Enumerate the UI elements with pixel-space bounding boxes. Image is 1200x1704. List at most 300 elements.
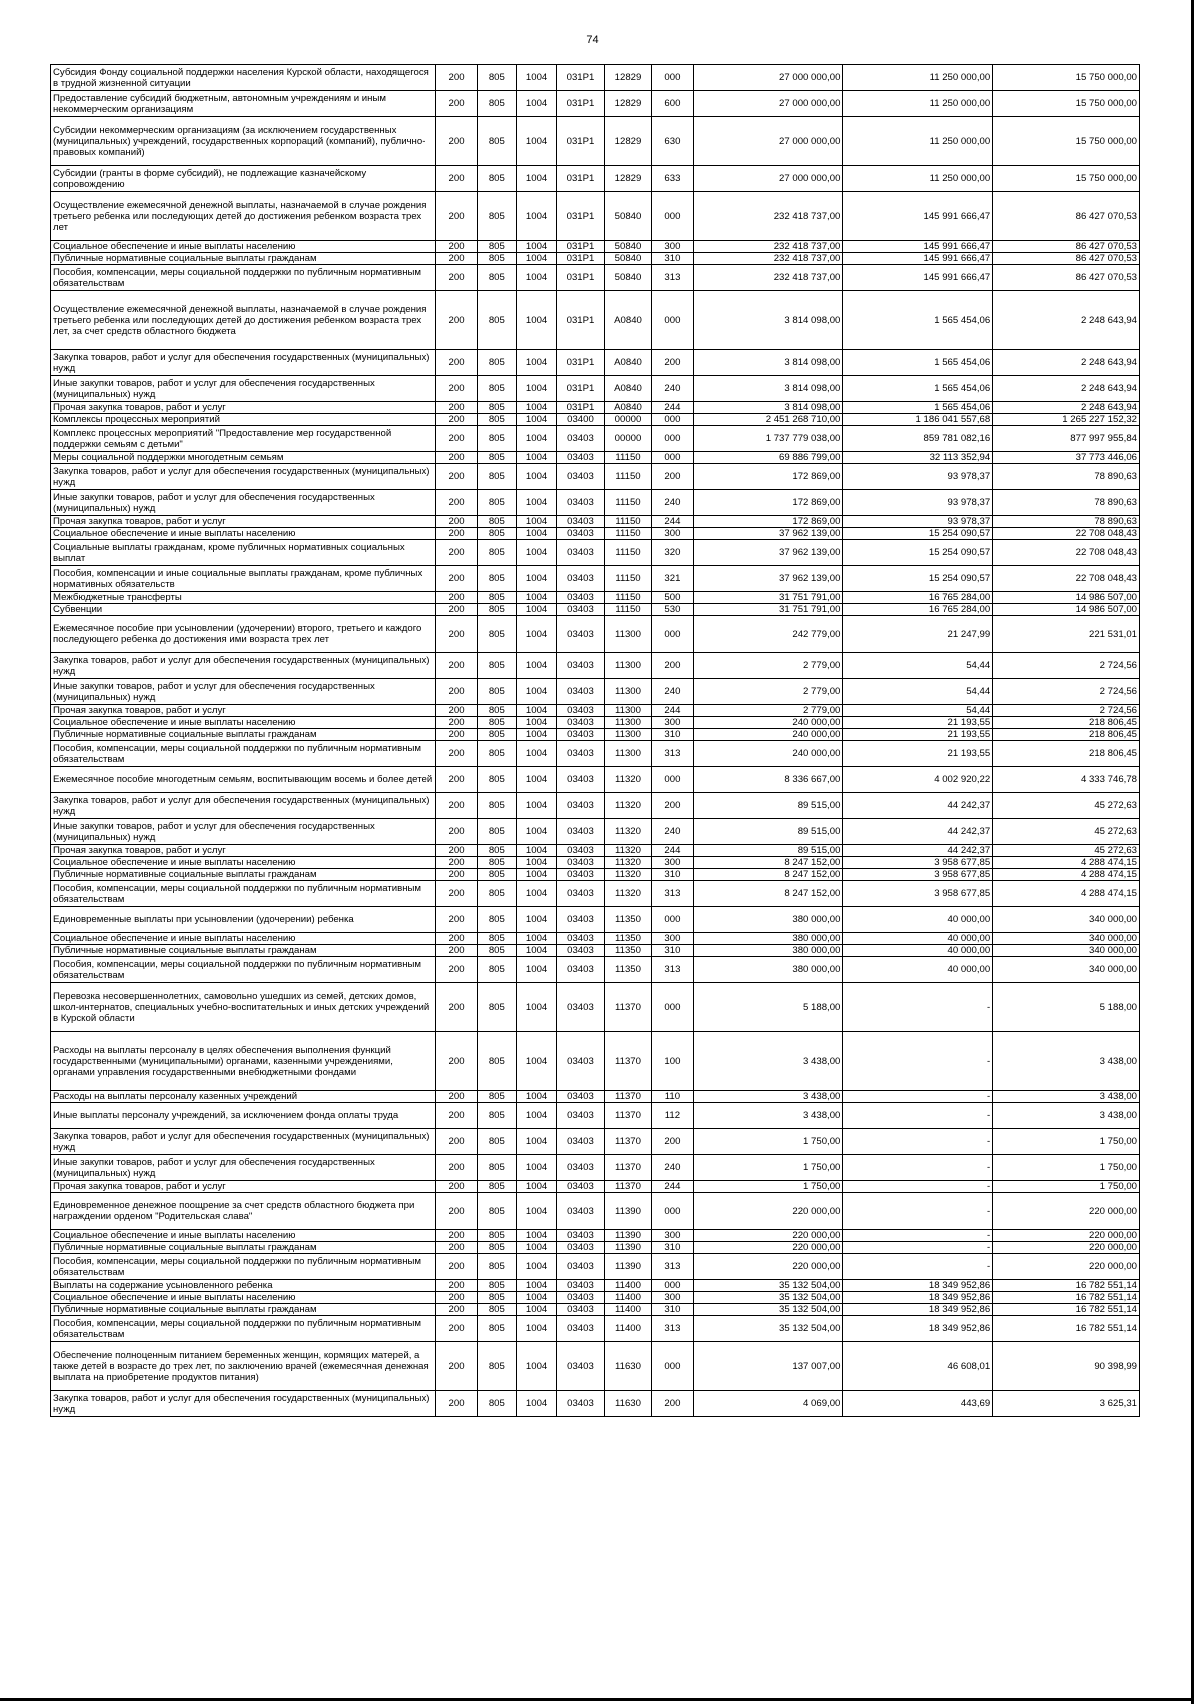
code-section: 805 (477, 464, 516, 490)
code-subsection: 1004 (516, 1032, 556, 1091)
amount-remaining: 22 708 048,43 (993, 540, 1140, 566)
code-program: 031P1 (557, 166, 605, 192)
amount-remaining: 86 427 070,53 (993, 253, 1140, 265)
amount-remaining: 220 000,00 (993, 1230, 1140, 1242)
amount-approved: 1 750,00 (693, 1129, 843, 1155)
table-row (51, 729, 1140, 741)
amount-remaining: 3 438,00 (993, 1032, 1140, 1091)
amount-executed: 54,44 (843, 653, 993, 679)
amount-remaining: 15 750 000,00 (993, 117, 1140, 166)
amount-executed: 1 565 454,06 (843, 291, 993, 350)
code-section: 805 (477, 528, 516, 540)
code-subsection: 1004 (516, 464, 556, 490)
code-program: 03403 (557, 490, 605, 516)
budget-table-body (51, 65, 1140, 1417)
amount-remaining: 2 724,56 (993, 705, 1140, 717)
amount-executed: - (843, 1032, 993, 1091)
amount-approved: 3 438,00 (693, 1103, 843, 1129)
code-grbs: 200 (436, 933, 477, 945)
code-subsection: 1004 (516, 819, 556, 845)
code-program: 03403 (557, 679, 605, 705)
code-grbs: 200 (436, 945, 477, 957)
amount-remaining: 16 782 551,14 (993, 1304, 1140, 1316)
amount-approved: 232 418 737,00 (693, 265, 843, 291)
amount-executed: 4 002 920,22 (843, 767, 993, 793)
amount-executed: - (843, 1103, 993, 1129)
code-program: 03400 (557, 414, 605, 426)
row-description: Пособия, компенсации, меры социальной поддержки по публичным нормативным обязательствам (51, 1254, 436, 1280)
code-subsection: 1004 (516, 402, 556, 414)
row-description: Публичные нормативные социальные выплаты гражданам (51, 253, 436, 265)
code-subsection: 1004 (516, 1230, 556, 1242)
table-row (51, 253, 1140, 265)
code-expense-type: 313 (652, 1254, 693, 1280)
code-subsection: 1004 (516, 1193, 556, 1230)
code-program: 03403 (557, 1280, 605, 1292)
amount-approved: 1 750,00 (693, 1155, 843, 1181)
code-subsection: 1004 (516, 957, 556, 983)
code-direction: 11320 (604, 845, 652, 857)
amount-executed: 15 254 090,57 (843, 528, 993, 540)
amount-approved: 8 247 152,00 (693, 881, 843, 907)
code-section: 805 (477, 604, 516, 616)
code-section: 805 (477, 1304, 516, 1316)
code-section: 805 (477, 1091, 516, 1103)
code-direction: 11400 (604, 1316, 652, 1342)
table-row (51, 933, 1140, 945)
code-program: 031P1 (557, 402, 605, 414)
code-grbs: 200 (436, 907, 477, 933)
code-program: 03403 (557, 1391, 605, 1417)
amount-remaining: 4 288 474,15 (993, 857, 1140, 869)
amount-approved: 172 869,00 (693, 516, 843, 528)
amount-remaining: 16 782 551,14 (993, 1280, 1140, 1292)
table-row (51, 291, 1140, 350)
amount-executed: 11 250 000,00 (843, 117, 993, 166)
code-expense-type: 000 (652, 907, 693, 933)
amount-approved: 220 000,00 (693, 1193, 843, 1230)
code-grbs: 200 (436, 192, 477, 241)
amount-executed: 1 565 454,06 (843, 376, 993, 402)
amount-approved: 89 515,00 (693, 793, 843, 819)
code-section: 805 (477, 1230, 516, 1242)
row-description: Прочая закупка товаров, работ и услуг (51, 1181, 436, 1193)
code-subsection: 1004 (516, 265, 556, 291)
code-section: 805 (477, 592, 516, 604)
code-subsection: 1004 (516, 1181, 556, 1193)
amount-remaining: 1 750,00 (993, 1129, 1140, 1155)
code-program: 03403 (557, 1193, 605, 1230)
amount-executed: 18 349 952,86 (843, 1292, 993, 1304)
amount-executed: 145 991 666,47 (843, 241, 993, 253)
row-description: Закупка товаров, работ и услуг для обеспечения государственных (муниципальных) нужд (51, 1391, 436, 1417)
code-expense-type: 300 (652, 528, 693, 540)
code-program: 031P1 (557, 350, 605, 376)
code-subsection: 1004 (516, 426, 556, 452)
code-program: 03403 (557, 1103, 605, 1129)
code-program: 031P1 (557, 91, 605, 117)
code-subsection: 1004 (516, 1304, 556, 1316)
row-description: Прочая закупка товаров, работ и услуг (51, 845, 436, 857)
code-section: 805 (477, 1129, 516, 1155)
amount-remaining: 90 398,99 (993, 1342, 1140, 1391)
amount-executed: - (843, 1129, 993, 1155)
code-expense-type: 300 (652, 717, 693, 729)
amount-remaining: 45 272,63 (993, 845, 1140, 857)
code-subsection: 1004 (516, 616, 556, 653)
table-row (51, 857, 1140, 869)
amount-remaining: 15 750 000,00 (993, 166, 1140, 192)
code-grbs: 200 (436, 983, 477, 1032)
code-expense-type: 000 (652, 192, 693, 241)
amount-approved: 172 869,00 (693, 490, 843, 516)
table-row (51, 945, 1140, 957)
amount-approved: 1 737 779 038,00 (693, 426, 843, 452)
code-grbs: 200 (436, 881, 477, 907)
amount-approved: 380 000,00 (693, 945, 843, 957)
code-section: 805 (477, 983, 516, 1032)
code-expense-type: 310 (652, 1242, 693, 1254)
code-direction: 11150 (604, 464, 652, 490)
code-grbs: 200 (436, 566, 477, 592)
row-description: Публичные нормативные социальные выплаты гражданам (51, 1304, 436, 1316)
code-grbs: 200 (436, 1254, 477, 1280)
table-row (51, 350, 1140, 376)
amount-approved: 8 336 667,00 (693, 767, 843, 793)
code-grbs: 200 (436, 1181, 477, 1193)
code-subsection: 1004 (516, 1280, 556, 1292)
code-program: 03403 (557, 857, 605, 869)
amount-approved: 27 000 000,00 (693, 166, 843, 192)
code-subsection: 1004 (516, 907, 556, 933)
amount-approved: 69 886 799,00 (693, 452, 843, 464)
code-grbs: 200 (436, 705, 477, 717)
code-grbs: 200 (436, 1091, 477, 1103)
code-subsection: 1004 (516, 1103, 556, 1129)
table-row (51, 414, 1140, 426)
table-row (51, 241, 1140, 253)
code-subsection: 1004 (516, 729, 556, 741)
amount-remaining: 22 708 048,43 (993, 528, 1140, 540)
row-description: Иные закупки товаров, работ и услуг для обеспечения государственных (муниципальных) нужд (51, 679, 436, 705)
code-program: 03403 (557, 1155, 605, 1181)
code-grbs: 200 (436, 1292, 477, 1304)
code-direction: 11300 (604, 741, 652, 767)
amount-executed: 16 765 284,00 (843, 592, 993, 604)
code-section: 805 (477, 881, 516, 907)
code-program: 03403 (557, 540, 605, 566)
amount-approved: 3 438,00 (693, 1032, 843, 1091)
code-section: 805 (477, 1242, 516, 1254)
code-expense-type: 000 (652, 452, 693, 464)
code-program: 03403 (557, 705, 605, 717)
code-grbs: 200 (436, 65, 477, 91)
row-description: Закупка товаров, работ и услуг для обеспечения государственных (муниципальных) нужд (51, 1129, 436, 1155)
code-program: 031P1 (557, 376, 605, 402)
code-subsection: 1004 (516, 528, 556, 540)
row-description: Ежемесячное пособие многодетным семьям, воспитывающим восемь и более детей (51, 767, 436, 793)
code-grbs: 200 (436, 957, 477, 983)
amount-approved: 2 451 268 710,00 (693, 414, 843, 426)
amount-executed: 46 608,01 (843, 1342, 993, 1391)
code-subsection: 1004 (516, 983, 556, 1032)
code-direction: 11150 (604, 516, 652, 528)
amount-executed: 21 193,55 (843, 741, 993, 767)
code-program: 03403 (557, 1181, 605, 1193)
code-expense-type: 310 (652, 945, 693, 957)
code-direction: 11300 (604, 729, 652, 741)
code-grbs: 200 (436, 265, 477, 291)
code-grbs: 200 (436, 253, 477, 265)
code-section: 805 (477, 291, 516, 350)
code-section: 805 (477, 653, 516, 679)
code-grbs: 200 (436, 241, 477, 253)
code-expense-type: 100 (652, 1032, 693, 1091)
amount-executed: 145 991 666,47 (843, 192, 993, 241)
amount-remaining: 86 427 070,53 (993, 192, 1140, 241)
code-program: 03403 (557, 717, 605, 729)
code-grbs: 200 (436, 1103, 477, 1129)
row-description: Пособия, компенсации и иные социальные выплаты гражданам, кроме публичных нормативных обязательств (51, 566, 436, 592)
amount-remaining: 16 782 551,14 (993, 1316, 1140, 1342)
code-section: 805 (477, 490, 516, 516)
code-grbs: 200 (436, 540, 477, 566)
amount-remaining: 78 890,63 (993, 464, 1140, 490)
row-description: Социальное обеспечение и иные выплаты населению (51, 717, 436, 729)
code-direction: 11390 (604, 1254, 652, 1280)
amount-approved: 240 000,00 (693, 717, 843, 729)
amount-executed: - (843, 1193, 993, 1230)
code-direction: 12829 (604, 91, 652, 117)
table-row (51, 265, 1140, 291)
code-grbs: 200 (436, 679, 477, 705)
amount-approved: 137 007,00 (693, 1342, 843, 1391)
code-expense-type: 000 (652, 426, 693, 452)
code-section: 805 (477, 452, 516, 464)
row-description: Пособия, компенсации, меры социальной поддержки по публичным нормативным обязательствам (51, 957, 436, 983)
code-expense-type: 300 (652, 857, 693, 869)
code-section: 805 (477, 1280, 516, 1292)
code-direction: 11320 (604, 881, 652, 907)
amount-remaining: 220 000,00 (993, 1254, 1140, 1280)
code-expense-type: 630 (652, 117, 693, 166)
code-direction: 11150 (604, 528, 652, 540)
amount-executed: 40 000,00 (843, 933, 993, 945)
amount-approved: 380 000,00 (693, 957, 843, 983)
row-description: Иные закупки товаров, работ и услуг для обеспечения государственных (муниципальных) нужд (51, 376, 436, 402)
code-subsection: 1004 (516, 1091, 556, 1103)
row-description: Субсидия Фонду социальной поддержки населения Курской области, находящегося в трудной жизненной ситуации (51, 65, 436, 91)
amount-executed: 54,44 (843, 705, 993, 717)
row-description: Расходы на выплаты персоналу в целях обеспечения выполнения функций государственными (муниципальными) органами, казенными учреждениями, органами управления государственными внебюджетными фондами (51, 1032, 436, 1091)
code-grbs: 200 (436, 166, 477, 192)
amount-approved: 232 418 737,00 (693, 253, 843, 265)
amount-executed: 3 958 677,85 (843, 857, 993, 869)
code-grbs: 200 (436, 117, 477, 166)
scan-border-right (1191, 0, 1194, 1704)
code-section: 805 (477, 907, 516, 933)
code-subsection: 1004 (516, 1391, 556, 1417)
code-grbs: 200 (436, 869, 477, 881)
row-description: Прочая закупка товаров, работ и услуг (51, 705, 436, 717)
code-direction: 11370 (604, 1032, 652, 1091)
code-grbs: 200 (436, 793, 477, 819)
amount-executed: 21 247,99 (843, 616, 993, 653)
code-grbs: 200 (436, 426, 477, 452)
amount-remaining: 340 000,00 (993, 907, 1140, 933)
code-expense-type: 000 (652, 767, 693, 793)
amount-executed: 40 000,00 (843, 907, 993, 933)
code-expense-type: 240 (652, 376, 693, 402)
code-direction: 11320 (604, 857, 652, 869)
code-grbs: 200 (436, 592, 477, 604)
amount-approved: 2 779,00 (693, 653, 843, 679)
code-grbs: 200 (436, 717, 477, 729)
code-grbs: 200 (436, 91, 477, 117)
row-description: Иные выплаты персоналу учреждений, за исключением фонда оплаты труда (51, 1103, 436, 1129)
code-section: 805 (477, 1292, 516, 1304)
code-expense-type: 600 (652, 91, 693, 117)
code-grbs: 200 (436, 1342, 477, 1391)
amount-executed: 44 242,37 (843, 845, 993, 857)
table-row (51, 845, 1140, 857)
code-direction: А0840 (604, 402, 652, 414)
amount-executed: 40 000,00 (843, 957, 993, 983)
table-row (51, 679, 1140, 705)
code-program: 03403 (557, 464, 605, 490)
code-program: 03403 (557, 426, 605, 452)
code-expense-type: 240 (652, 819, 693, 845)
code-section: 805 (477, 729, 516, 741)
code-section: 805 (477, 192, 516, 241)
amount-remaining: 2 248 643,94 (993, 350, 1140, 376)
amount-remaining: 221 531,01 (993, 616, 1140, 653)
code-direction: А0840 (604, 350, 652, 376)
table-row (51, 741, 1140, 767)
code-program: 03403 (557, 653, 605, 679)
amount-approved: 3 814 098,00 (693, 350, 843, 376)
code-grbs: 200 (436, 464, 477, 490)
amount-executed: 15 254 090,57 (843, 566, 993, 592)
code-section: 805 (477, 1181, 516, 1193)
code-section: 805 (477, 1193, 516, 1230)
code-subsection: 1004 (516, 376, 556, 402)
amount-executed: 145 991 666,47 (843, 253, 993, 265)
code-expense-type: 000 (652, 1193, 693, 1230)
code-expense-type: 240 (652, 1155, 693, 1181)
row-description: Пособия, компенсации, меры социальной поддержки по публичным нормативным обязательствам (51, 881, 436, 907)
code-direction: 00000 (604, 426, 652, 452)
code-grbs: 200 (436, 857, 477, 869)
table-row (51, 166, 1140, 192)
amount-remaining: 4 288 474,15 (993, 869, 1140, 881)
amount-approved: 2 779,00 (693, 705, 843, 717)
table-row (51, 1091, 1140, 1103)
code-program: 03403 (557, 1091, 605, 1103)
row-description: Социальное обеспечение и иные выплаты населению (51, 857, 436, 869)
amount-executed: - (843, 1230, 993, 1242)
code-grbs: 200 (436, 604, 477, 616)
amount-remaining: 218 806,45 (993, 717, 1140, 729)
code-section: 805 (477, 117, 516, 166)
table-row (51, 957, 1140, 983)
amount-remaining: 45 272,63 (993, 819, 1140, 845)
amount-approved: 172 869,00 (693, 464, 843, 490)
code-direction: 11150 (604, 540, 652, 566)
code-direction: 11370 (604, 1103, 652, 1129)
code-direction: 11350 (604, 945, 652, 957)
code-subsection: 1004 (516, 350, 556, 376)
code-expense-type: 110 (652, 1091, 693, 1103)
amount-executed: - (843, 983, 993, 1032)
code-expense-type: 313 (652, 1316, 693, 1342)
table-row (51, 528, 1140, 540)
code-grbs: 200 (436, 1316, 477, 1342)
amount-remaining: 14 986 507,00 (993, 592, 1140, 604)
code-expense-type: 000 (652, 1342, 693, 1391)
table-row (51, 1304, 1140, 1316)
code-section: 805 (477, 540, 516, 566)
code-direction: 11300 (604, 679, 652, 705)
code-section: 805 (477, 1254, 516, 1280)
table-row (51, 1129, 1140, 1155)
table-row (51, 592, 1140, 604)
code-direction: 11320 (604, 793, 652, 819)
row-description: Единовременные выплаты при усыновлении (удочерении) ребенка (51, 907, 436, 933)
amount-executed: 3 958 677,85 (843, 869, 993, 881)
row-description: Межбюджетные трансферты (51, 592, 436, 604)
code-subsection: 1004 (516, 490, 556, 516)
table-row (51, 452, 1140, 464)
code-subsection: 1004 (516, 717, 556, 729)
row-description: Расходы на выплаты персоналу казенных учреждений (51, 1091, 436, 1103)
table-row (51, 1193, 1140, 1230)
amount-remaining: 340 000,00 (993, 933, 1140, 945)
code-expense-type: 320 (652, 540, 693, 566)
table-row (51, 717, 1140, 729)
code-direction: 11350 (604, 933, 652, 945)
code-direction: 11390 (604, 1230, 652, 1242)
row-description: Осуществление ежемесячной денежной выплаты, назначаемой в случае рождения третьего ребенка или последующих детей до достижения ребенком возраста трех лет, за счет средств областного бюджета (51, 291, 436, 350)
code-program: 03403 (557, 1304, 605, 1316)
code-grbs: 200 (436, 1193, 477, 1230)
amount-approved: 5 188,00 (693, 983, 843, 1032)
code-expense-type: 500 (652, 592, 693, 604)
amount-approved: 35 132 504,00 (693, 1304, 843, 1316)
table-row (51, 1181, 1140, 1193)
code-subsection: 1004 (516, 869, 556, 881)
code-direction: 12829 (604, 117, 652, 166)
row-description: Субвенции (51, 604, 436, 616)
amount-remaining: 218 806,45 (993, 741, 1140, 767)
amount-approved: 220 000,00 (693, 1242, 843, 1254)
row-description: Публичные нормативные социальные выплаты гражданам (51, 945, 436, 957)
code-subsection: 1004 (516, 1242, 556, 1254)
code-grbs: 200 (436, 1230, 477, 1242)
amount-approved: 4 069,00 (693, 1391, 843, 1417)
amount-remaining: 220 000,00 (993, 1242, 1140, 1254)
table-row (51, 1242, 1140, 1254)
table-row (51, 869, 1140, 881)
amount-executed: 44 242,37 (843, 819, 993, 845)
code-subsection: 1004 (516, 241, 556, 253)
code-program: 03403 (557, 767, 605, 793)
amount-remaining: 218 806,45 (993, 729, 1140, 741)
code-grbs: 200 (436, 741, 477, 767)
amount-executed: 3 958 677,85 (843, 881, 993, 907)
code-section: 805 (477, 253, 516, 265)
code-section: 805 (477, 1342, 516, 1391)
